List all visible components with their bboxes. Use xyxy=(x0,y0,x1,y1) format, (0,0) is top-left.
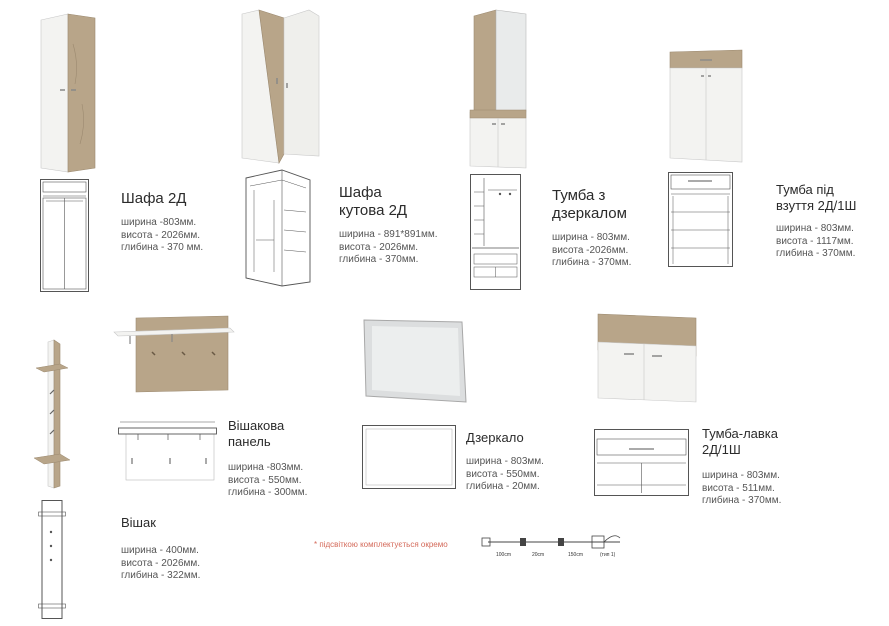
product-title: Тумба-лавка xyxy=(702,426,778,441)
led-cable-diagram-icon xyxy=(480,528,630,564)
product-title: Шафа xyxy=(339,184,382,201)
spec-width: ширина -803мм. xyxy=(228,462,304,473)
spec-height: висота - 550мм. xyxy=(228,474,302,486)
product-title: Тумба з xyxy=(552,187,606,204)
cable-label: 20cm xyxy=(532,552,545,558)
corner-wardrobe-photo-icon xyxy=(239,8,329,168)
spec-width: ширина - 400мм. xyxy=(121,545,199,556)
product-shoe-cabinet xyxy=(776,182,856,261)
product-specs xyxy=(121,217,203,255)
product-title: кутова 2Д xyxy=(339,202,408,219)
spec-width: ширина - 803мм. xyxy=(776,223,854,234)
product-bench-cabinet xyxy=(702,426,781,508)
product-title: Дзеркало xyxy=(466,430,524,445)
product-title: 2Д/1Ш xyxy=(702,442,741,457)
spec-depth: глибина - 20мм. xyxy=(466,481,540,492)
lighting-note: * підсвіткою комплектується окремо xyxy=(314,540,448,549)
spec-height: висота - 1117мм. xyxy=(776,235,854,247)
spec-height: висота - 511мм. xyxy=(702,482,775,494)
product-wardrobe-2d xyxy=(121,190,203,255)
spec-height: висота - 550мм. xyxy=(466,468,540,480)
product-title: Вішакова xyxy=(228,418,285,433)
spec-depth: глибина - 322мм. xyxy=(121,570,201,581)
bench-cabinet-line-drawing-icon xyxy=(594,429,690,497)
product-cabinet-with-mirror xyxy=(552,187,631,270)
product-title: Тумба під xyxy=(776,182,834,197)
spec-depth: глибина - 370мм. xyxy=(552,257,632,268)
cable-label: 100cm xyxy=(496,552,512,558)
spec-width: ширина - 891*891мм. xyxy=(339,229,438,240)
product-title: Шафа 2Д xyxy=(121,190,187,207)
spec-depth: глибина - 370мм. xyxy=(776,248,856,259)
product-hanger-panel xyxy=(228,418,307,500)
shoe-cabinet-line-drawing-icon xyxy=(668,172,734,268)
spec-width: ширина - 803мм. xyxy=(552,232,630,243)
spec-depth: глибина - 300мм. xyxy=(228,487,308,498)
mirror-photo-icon xyxy=(362,318,468,404)
spec-height: висота - 2026мм. xyxy=(121,229,201,241)
spec-width: ширина - 803мм. xyxy=(466,456,544,467)
wardrobe-2-door-line-drawing-icon xyxy=(40,179,90,294)
product-title: взуття 2Д/1Ш xyxy=(776,198,857,213)
hanger-panel-line-drawing-icon xyxy=(118,418,218,484)
spec-height: висота -2026мм. xyxy=(552,244,629,256)
product-specs xyxy=(228,462,307,500)
mirror-line-drawing-icon xyxy=(362,425,457,491)
product-specs xyxy=(702,470,781,508)
hanger-panel-photo-icon xyxy=(112,316,236,396)
spec-width: ширина - 803мм. xyxy=(702,470,780,481)
wall-hanger-line-drawing-icon xyxy=(38,500,68,622)
corner-wardrobe-line-drawing-icon xyxy=(244,170,314,288)
product-title: Вішак xyxy=(121,515,156,530)
product-title: панель xyxy=(228,434,271,449)
product-specs xyxy=(776,223,856,261)
wall-hanger-photo-icon xyxy=(30,340,75,490)
product-wall-hanger xyxy=(121,515,200,583)
product-specs xyxy=(121,545,200,583)
spec-depth: глибина - 370 мм. xyxy=(121,242,204,253)
product-specs xyxy=(552,232,631,270)
spec-depth: глибина - 370мм. xyxy=(339,254,419,265)
cabinet-with-mirror-photo-icon xyxy=(468,10,533,170)
spec-depth: глибина - 370мм. xyxy=(702,495,782,506)
product-corner-wardrobe xyxy=(339,184,438,267)
product-title: дзеркалом xyxy=(552,205,627,222)
shoe-cabinet-photo-icon xyxy=(668,48,748,166)
product-specs xyxy=(466,456,544,494)
wardrobe-2-door-photo-icon xyxy=(38,14,100,176)
product-specs xyxy=(339,229,438,267)
spec-width: ширина -803мм. xyxy=(121,217,197,228)
cabinet-with-mirror-line-drawing-icon xyxy=(470,174,522,292)
spec-height: висота - 2026мм. xyxy=(121,557,201,569)
bench-cabinet-photo-icon xyxy=(596,312,700,404)
spec-height: висота - 2026мм. xyxy=(339,241,419,253)
cable-label: 150cm xyxy=(568,552,584,558)
product-mirror xyxy=(466,430,544,494)
cable-label: (тип 1) xyxy=(600,552,616,558)
